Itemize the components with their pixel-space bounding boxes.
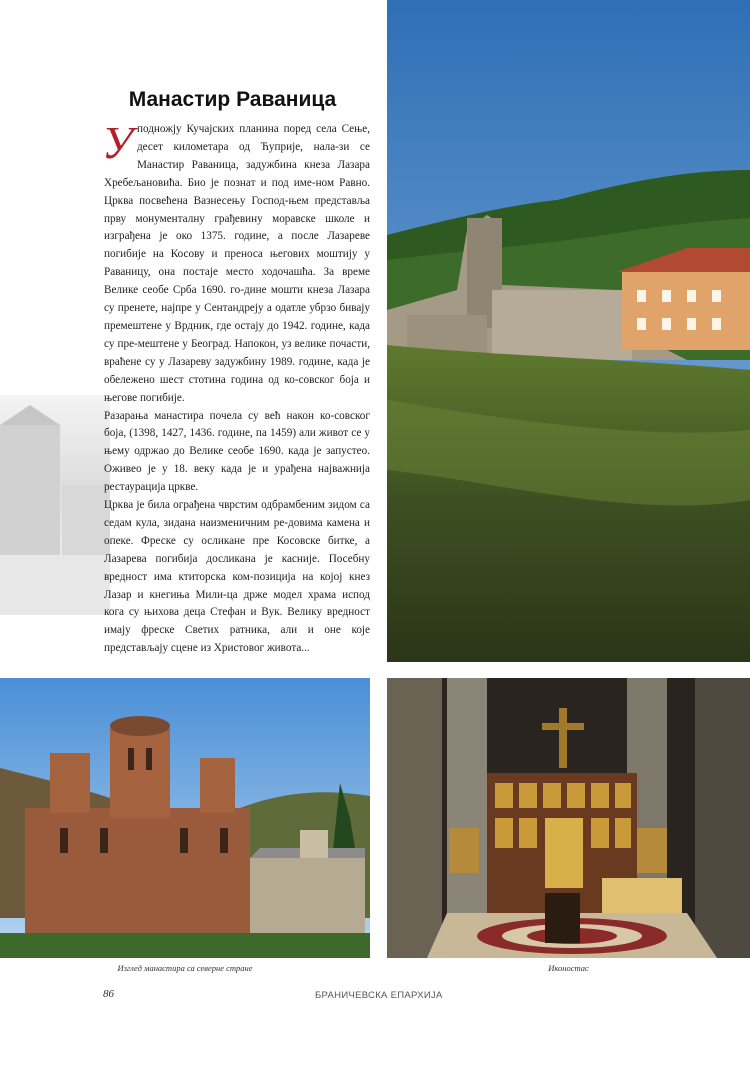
paragraph-3: Црква је била ограђена чврстим одбрамбеним зидом са седам кула, зидана наизменичним ре-довима камена и опеке. Фреске су осликане пре Косовске битке, а Лазарева погибија досликана је касније. Посебну вредност има ктиторска ком-позиција на којој кнез Лазар и кнегиња Мили-ца држе модел храма испод кога су њихова деца Стефан и Вук. Велику вредност имају фреске Светих ратника, али и оне које представљају сцене из Христовог живота... xyxy=(104,499,370,655)
drop-cap: У xyxy=(102,117,133,168)
iconostasis-photo xyxy=(387,678,750,958)
faded-background-image xyxy=(0,395,110,615)
paragraph-2: Разарања манастира почела су већ након ко-совског боја, (1398, 1427, 1436. године, па 1459) али живот се у њему одржао до Велике сеобе 1690. када је запустео. Оживео је у 18. веку када је и урађена најважнија рестаурација цркве. xyxy=(104,409,370,494)
article-title: Манастир Раваница xyxy=(128,88,337,111)
church-exterior-photo xyxy=(0,678,370,958)
paragraph-1: Уподножју Кучајских планина поред села Сење, десет километара од Ћуприје, нала-зи се Манастир Раваница, задужбина кнеза Лазара Хребељановића. Био је познат и под име-ном Равно. Црква посвећена Вазнесењу Господ-њем представља прву монументалну грађевину моравске школе и изграђена је око 1375. године, а после Лазареве погибије на Косову и преноса његових моштију у Раваницу, она постаје место ходочашћа. За време Велике сеобе Срба 1690. го-дине мошти кнеза Лазара су пренете, најпре у Сентандреју а одатле убрзо бивају премештене у Врдник, где остају до 1942. године, када су пре-мештене у Београд. Напокон, уз велике почасти, враћене су у Лазареву задужбину 1989. године, када је обележено шест стотина година од ко-совског боја и његове погибије. xyxy=(102,117,370,404)
page-number: 86 xyxy=(103,988,114,1000)
caption-iconostasis: Иконостас xyxy=(548,963,589,973)
article-body xyxy=(102,117,370,658)
publication-title: БРАНИЧЕВСКА ЕПАРХИЈА xyxy=(315,990,443,1001)
ruins-photo xyxy=(387,0,750,662)
caption-church-exterior: Изглед манастира са северне стране xyxy=(117,963,253,973)
